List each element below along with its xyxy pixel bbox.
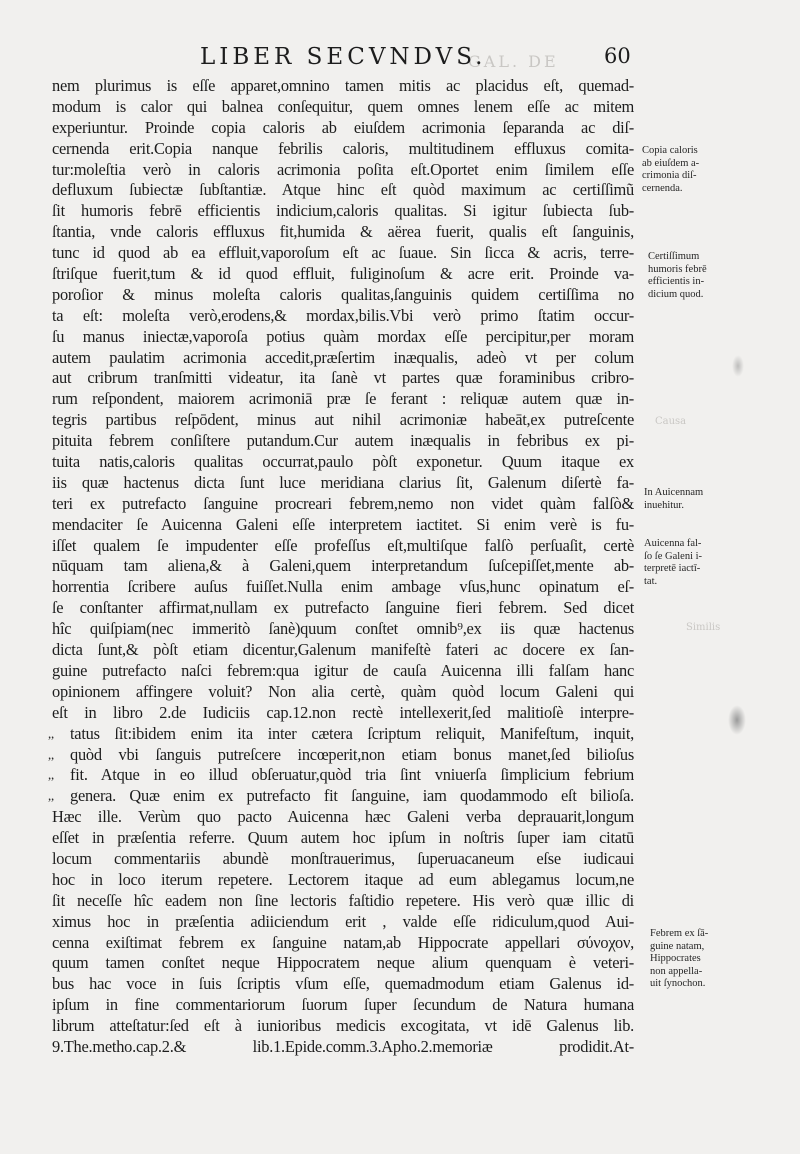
text-line: defluxum ſubiectæ ſubſtantiæ. Atque hinc eſt quòd maximum ac certiſſimũ [52,180,634,200]
text-line: ſu manus iniectæ,vaporoſa potius quàm mordax eſſe percipitur,per moram [52,326,634,346]
margin-note-2 [648,251,707,301]
margin-note-line: guine natam, [650,940,705,952]
margin-note-line: humoris febrē [648,263,707,275]
margin-note-line: terpretē iactī- [644,563,701,574]
quotation-mark: ,, [48,788,54,804]
quotation-mark: ,, [48,767,54,783]
text-line [48,744,634,766]
quoted-text: fit. Atque in eo illud obſeruatur,quòd tria ſint vniuerſa ſimplicium febrium [70,765,634,785]
text-line: aut cribrum tranſmitti videatur, ita ſanè vt partes quæ foraminibus cribro- [52,368,634,388]
margin-note-line: Hippocrates [650,953,701,964]
text-line: ipſum in fine commentariorum ſuorum ſuper ſecundum de Natura humana [52,995,634,1015]
text-line: ximus hoc in præſentia adiiciendum erit , valde eſſe ridiculum,quod Aui- [52,911,634,931]
text-line: nūquam tam aliena,& à Galeni,quem interpretandum ſuſcepiſſet,mente ab- [52,556,634,576]
text-line [48,786,634,807]
show-through-header: GAL. DE [468,52,559,71]
margin-note-line: tat. [644,575,658,587]
text-line: modum is calor qui balnea conſequitur, quem omnes lenem eſſe ac mitem [52,96,634,116]
page-number: 60 [604,44,631,68]
show-through-note-1: Causa [655,416,687,427]
quoted-text: tatus ſit:ibidem enim ita inter cætera ſcriptum reliquit, Manifeſtum, inquit, [70,723,634,743]
text-line: opinionem affingere voluit? Non alia certè, quàm quòd locum Galeni qui [52,681,634,701]
margin-note-line: ab eiuſdem a- [642,157,700,169]
text-line: ſit neceſſe hîc eadem non ſine lectoris faſtidio repetere. His verò quæ illic di [52,890,634,910]
text-line: guine putrefacto naſci febrem:qua igitur de cauſa Auicenna illi falſam hanc [52,660,634,680]
text-line: tur:moleſtia verò in caloris acrimonia poſita eſt.Oportet enim ſimilem eſſe [52,159,634,179]
text-line: librum atteſtatur:ſed eſt à iunioribus medicis excogitata, vt idē Galenus lib. [52,1016,634,1036]
margin-note-line: uit ſynochon. [650,978,706,989]
text-line: autem paulatim acrimonia accedit,præſertim inæqualis, adeò vt per colum [52,347,634,367]
margin-note-1 [642,145,699,195]
margin-note-line: dicium quod. [648,288,704,300]
text-line: cenna exiſtimat febrem ex ſanguine natam,ab Hippocrate appellari σύνοχον, [52,932,634,952]
text-line: mendaciter ſe Auicenna Galeni eſſe interpretem iactitet. Si enim verè is fu- [52,514,634,534]
running-head: LIBER SECVNDVS. [200,44,487,70]
quoted-text: quòd vbi ſanguis putreſcere incœperit,non etiam bonus manet,ſed bilioſus [70,744,634,764]
show-through-note-2: Similis [686,622,721,633]
text-line: hîc quiſpiam(nec immeritò ſanè)quum conſtet omnib⁹,ex iis quæ hactenus [52,619,634,639]
quoted-text: genera. Quæ enim ex putrefacto fit ſanguine, iam quodammodo eſt bilioſa. [70,786,634,806]
text-line: 9.The.metho.cap.2.& lib.1.Epide.comm.3.Apho.2.memoriæ prodidit.At- [52,1036,634,1056]
ink-smudge [728,705,746,735]
margin-note-line: inuehitur. [644,499,684,511]
text-line: eſſet in præſentia referre. Quum autem hoc ipſum in noſtris ſuper iam citatū [52,828,634,848]
quotation-mark: ,, [48,725,54,741]
main-text [48,76,634,1058]
margin-note-line: Copia caloris [642,145,698,156]
text-line: iſſet qualem ſe impudenter eſſe profeſſus eſt,multiſque falſò perſuaſit, certè [52,535,634,555]
quotation-mark: ,, [48,746,54,762]
margin-note-line: crimonia diſ- [642,170,697,181]
text-line: hoc in loco iterum repetere. Lectorem itaque ad eum ablegamus locum,ne [52,869,634,889]
text-line: eſt in libro 2.de Iudiciis cap.12.non rectè intellexerit,ſed malitioſè interpre- [52,702,634,722]
text-line: cernenda erit.Copia nanque febrilis caloris, multitudinem effluxus comita- [52,138,634,158]
text-line: teri ex putrefacto ſanguine procreari febrem,nemo non videt quàm falſò& [52,493,634,513]
text-line: ſtantia, vnde caloris effluxus fit,humida & aërea fuerit, qualis eſt ſanguinis, [52,222,634,242]
ink-smudge [732,355,744,377]
text-line: ta eſt: moleſta verò,erodens,& mordax,bilis.Vbi verò primo ſtatim occur- [52,305,634,325]
margin-note-line: cernenda. [642,182,683,194]
text-line: horrentia ſcribere auſus fuiſſet.Nulla enim ambage vſus,hunc opinatum eſ- [52,577,634,597]
text-line: dicta ſunt,& pòſt etiam dicentur,Galenum manifeſtè fateri ac docere ex ſan- [52,640,634,660]
text-line: ſit humoris febrē efficientis indicium,caloris qualitas. Si igitur ſubiecta ſub- [52,201,634,221]
margin-note-5 [650,928,708,991]
text-line: ſe conſtanter affirmat,nullam ex putrefacto ſanguine fieri febrem. Sed dicet [52,598,634,618]
margin-note-4 [644,538,702,588]
text-line: tuita natis,caloris qualitas occurrat,paulo pòſt exponetur. Quum itaque ex [52,452,634,472]
margin-note-line: Certiſſimum [648,251,700,262]
margin-note-3 [644,487,703,512]
margin-note-line: Auicenna fal- [644,538,702,549]
margin-note-line: efficientis in- [648,276,705,287]
margin-note-line: ſo ſe Galeni i- [644,550,703,562]
text-line: bus hac voce in ſuis ſcriptis vſum eſſe, quemadmodum etiam Galenus id- [52,974,634,994]
text-line [48,723,634,745]
text-line: tunc id quod ab ea effluit,vaporoſum eſt ac ſuaue. Sin ſicca & acris, terre- [52,243,634,263]
text-line: poroſior & minus moleſta caloris qualitas,ſanguinis quidem certiſſima no [52,284,634,304]
text-line: rum reſpondent, maiorem acrimoniā præ ſe ferant : reliquæ autem quæ in- [52,389,634,409]
text-line: nem plurimus is eſſe apparet,omnino tamen mitis ac placidus eſt, quemad- [52,76,634,95]
margin-note-line: Febrem ex ſā- [650,928,709,939]
text-line: quum tamen conſtet neque Hippocratem neque alium quenquam è veteri- [52,953,634,973]
text-line: experiuntur. Proinde copia caloris ab eiuſdem acrimonia ſeparanda ac diſ- [52,117,634,137]
text-line: Hæc ille. Verùm quo pacto Auicenna hæc Galeni verba deprauarit,longum [52,807,634,827]
margin-note-line: In Auicennam [644,487,704,498]
text-line: tegris partibus reſpōdent, minus aut nihil acrimoniæ habeāt,ex putreſcente [52,410,634,430]
text-line: pituita febrem conſiſtere putandum.Cur autem inæqualis in febribus ex pi- [52,431,634,451]
text-line: ſtriſque fuerit,tum & id quod effluit, fuliginoſum & acre erit. Proinde va- [52,264,634,284]
margin-note-line: non appella- [650,965,703,977]
text-line: iis quæ hactenus dicta ſunt luce meridiana clarius ſit, Galenum diſertè fa- [52,472,634,492]
text-line [48,765,634,786]
text-line: locum commentariis abundè monſtrauerimus, ſuperuacaneum eſse iudicaui [52,848,634,868]
